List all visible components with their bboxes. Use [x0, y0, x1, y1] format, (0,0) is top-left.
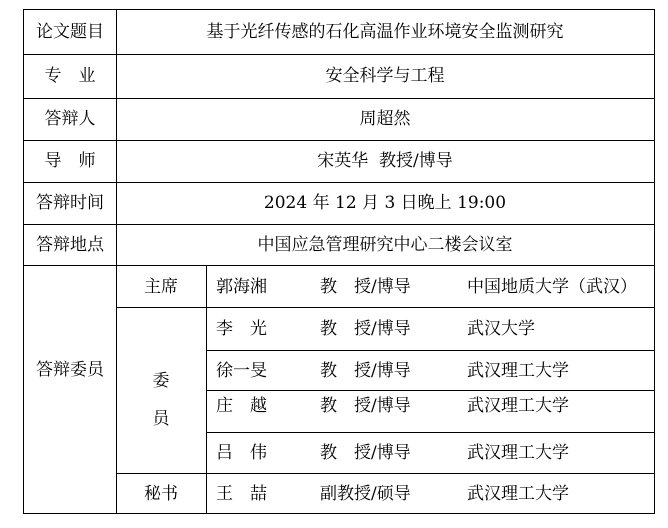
member-name: 吕 伟 [216, 443, 267, 463]
secretary-role: 秘书 [144, 484, 178, 504]
member-org: 武汉理工大学 [467, 361, 569, 381]
member-name: 庄 越 [216, 396, 267, 416]
time-value: 2024 年 12 月 3 日晚上 19:00 [263, 193, 507, 213]
member-title: 教 授/博导 [320, 277, 411, 297]
member-org: 武汉大学 [467, 319, 535, 339]
defender-value: 周超然 [359, 109, 411, 129]
advisor-label: 导 师 [44, 151, 96, 171]
defender-label: 答辩人 [44, 109, 96, 129]
title-label: 论文题目 [36, 22, 104, 42]
committee-label: 答辩委员 [36, 360, 104, 380]
member-name: 徐一旻 [216, 361, 267, 381]
member-name: 王 喆 [216, 484, 267, 504]
major-label: 专 业 [44, 66, 96, 86]
member-org: 中国地质大学（武汉） [467, 277, 637, 297]
major-value: 安全科学与工程 [325, 66, 445, 86]
member-name: 李 光 [216, 319, 267, 339]
chair-role: 主席 [144, 277, 178, 297]
member-name: 郭海湘 [216, 277, 267, 297]
member-org: 武汉理工大学 [467, 484, 569, 504]
location-value: 中国应急管理研究中心二楼会议室 [257, 235, 513, 255]
advisor-value: 宋英华 教授/博导 [317, 151, 453, 171]
member-title: 副教授/硕导 [320, 484, 411, 504]
time-label: 答辩时间 [36, 193, 104, 213]
member-org: 武汉理工大学 [467, 443, 569, 463]
title-value: 基于光纤传感的石化高温作业环境安全监测研究 [206, 22, 564, 42]
member-title: 教 授/博导 [320, 319, 411, 339]
member-title: 教 授/博导 [320, 443, 411, 463]
member-org: 武汉理工大学 [467, 396, 569, 416]
location-label: 答辩地点 [36, 235, 104, 255]
member-role: 委 员 [152, 371, 170, 429]
member-title: 教 授/博导 [320, 361, 411, 381]
member-title: 教 授/博导 [320, 396, 411, 416]
